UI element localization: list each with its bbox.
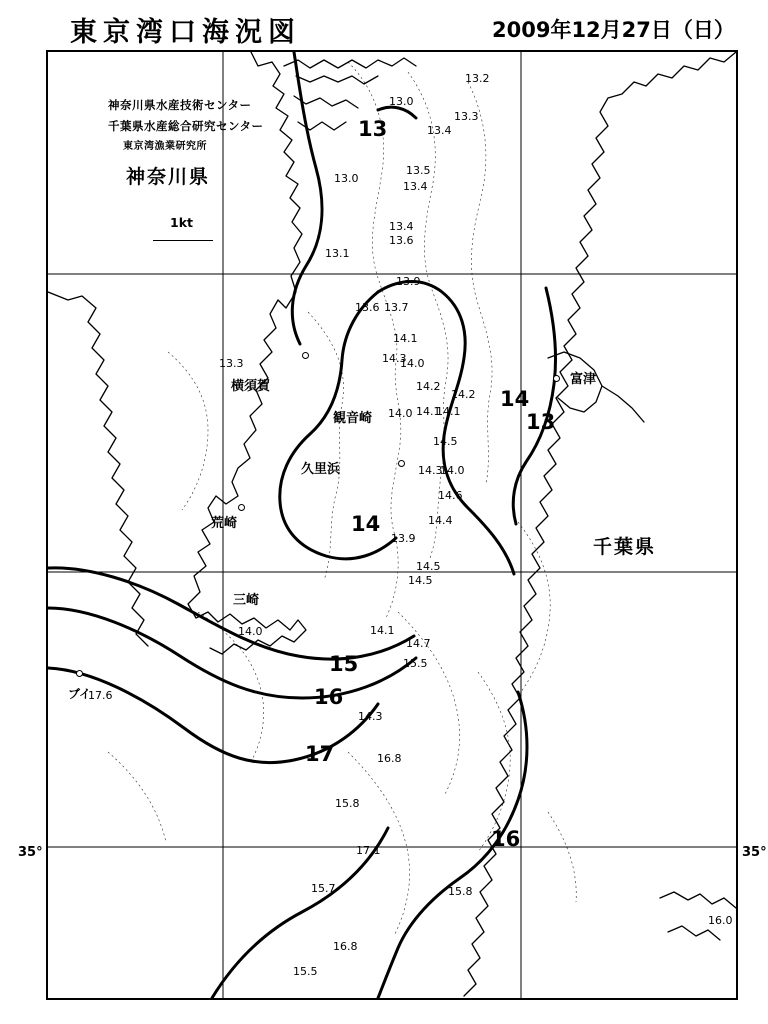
- observation-value: 14.2: [416, 380, 441, 393]
- observation-value: 13.9: [391, 532, 416, 545]
- observation-value: 14.5: [416, 560, 441, 573]
- observation-value: 13.4: [389, 220, 414, 233]
- observation-value: 16.0: [708, 914, 733, 927]
- map-frame: [46, 50, 738, 1000]
- observation-value: 13.2: [465, 72, 490, 85]
- observation-value: 13.3: [454, 110, 479, 123]
- station-dot-kurihama: [398, 460, 405, 467]
- scale-bar: [153, 240, 213, 241]
- observation-value: 14.4: [428, 514, 453, 527]
- scale-label: 1kt: [170, 215, 193, 230]
- observation-value: 16.8: [377, 752, 402, 765]
- observation-value: 13.6: [355, 301, 380, 314]
- observation-value: 14.0: [440, 464, 465, 477]
- observation-value: 14.1: [416, 405, 441, 418]
- contour-label: 14: [351, 512, 381, 536]
- observation-value: 14.3: [382, 352, 407, 365]
- latitude-label-right: 35°: [742, 845, 767, 860]
- observation-value: 14.5: [408, 574, 433, 587]
- contour-label: 16: [491, 827, 521, 851]
- station-dot-futtsu: [553, 375, 560, 382]
- observation-value: 15.5: [293, 965, 318, 978]
- place-label-buoy: ブイ: [68, 687, 91, 701]
- contour-label: 16: [314, 685, 344, 709]
- prefecture-chiba: 千葉県: [593, 536, 657, 558]
- place-label-misaki: 三崎: [233, 593, 260, 608]
- observation-value: 17.6: [88, 689, 113, 702]
- place-label-yokosuka: 横須賀: [231, 379, 271, 394]
- contour-label: 14: [500, 387, 530, 411]
- observation-value: 14.3: [358, 710, 383, 723]
- place-label-arasaki: 荒崎: [211, 516, 238, 531]
- observation-value: 13.9: [396, 275, 421, 288]
- map-graphics: [48, 52, 736, 998]
- observation-value: 13.6: [389, 234, 414, 247]
- place-label-kurihama: 久里浜: [301, 462, 341, 477]
- observation-value: 13.4: [427, 124, 452, 137]
- observation-value: 13.5: [406, 164, 431, 177]
- observation-value: 15.5: [403, 657, 428, 670]
- organization-3: 東京湾漁業研究所: [123, 141, 207, 152]
- observation-value: 14.6: [438, 489, 463, 502]
- chart-date: 2009年12月27日（日）: [492, 18, 735, 42]
- observation-value: 13.4: [403, 180, 428, 193]
- observation-value: 17.1: [356, 844, 381, 857]
- observation-value: 14.2: [451, 388, 476, 401]
- page-title: 東京湾口海況図: [70, 17, 301, 48]
- observation-value: 14.0: [388, 407, 413, 420]
- observation-value: 15.8: [335, 797, 360, 810]
- prefecture-kanagawa: 神奈川県: [126, 166, 211, 188]
- observation-value: 14.0: [238, 625, 263, 638]
- observation-value: 14.7: [406, 637, 431, 650]
- station-dot-arasaki: [238, 504, 245, 511]
- place-label-kannonzaki: 観音崎: [333, 411, 373, 426]
- observation-value: 13.3: [219, 357, 244, 370]
- station-dot-buoy: [76, 670, 83, 677]
- observation-value: 14.1: [436, 405, 461, 418]
- observation-value: 16.8: [333, 940, 358, 953]
- observation-value: 13.1: [325, 247, 350, 260]
- observation-value: 15.7: [311, 882, 336, 895]
- station-dot-yokosuka: [302, 352, 309, 359]
- latitude-label-left: 35°: [18, 845, 43, 860]
- observation-value: 14.1: [393, 332, 418, 345]
- observation-value: 13.0: [389, 95, 414, 108]
- observation-value: 14.3: [418, 464, 443, 477]
- observation-value: 14.1: [370, 624, 395, 637]
- contour-label: 17: [305, 742, 335, 766]
- contour-label: 15: [329, 652, 359, 676]
- observation-value: 15.8: [448, 885, 473, 898]
- contour-label: 13: [358, 117, 388, 141]
- contour-label: 13: [526, 410, 556, 434]
- observation-value: 14.0: [400, 357, 425, 370]
- organization-1: 神奈川県水産技術センター: [108, 98, 252, 112]
- organization-2: 千葉県水産総合研究センター: [108, 119, 264, 133]
- observation-value: 13.7: [384, 301, 409, 314]
- observation-value: 14.5: [433, 435, 458, 448]
- place-label-futtsu: 富津: [570, 372, 597, 387]
- observation-value: 13.0: [334, 172, 359, 185]
